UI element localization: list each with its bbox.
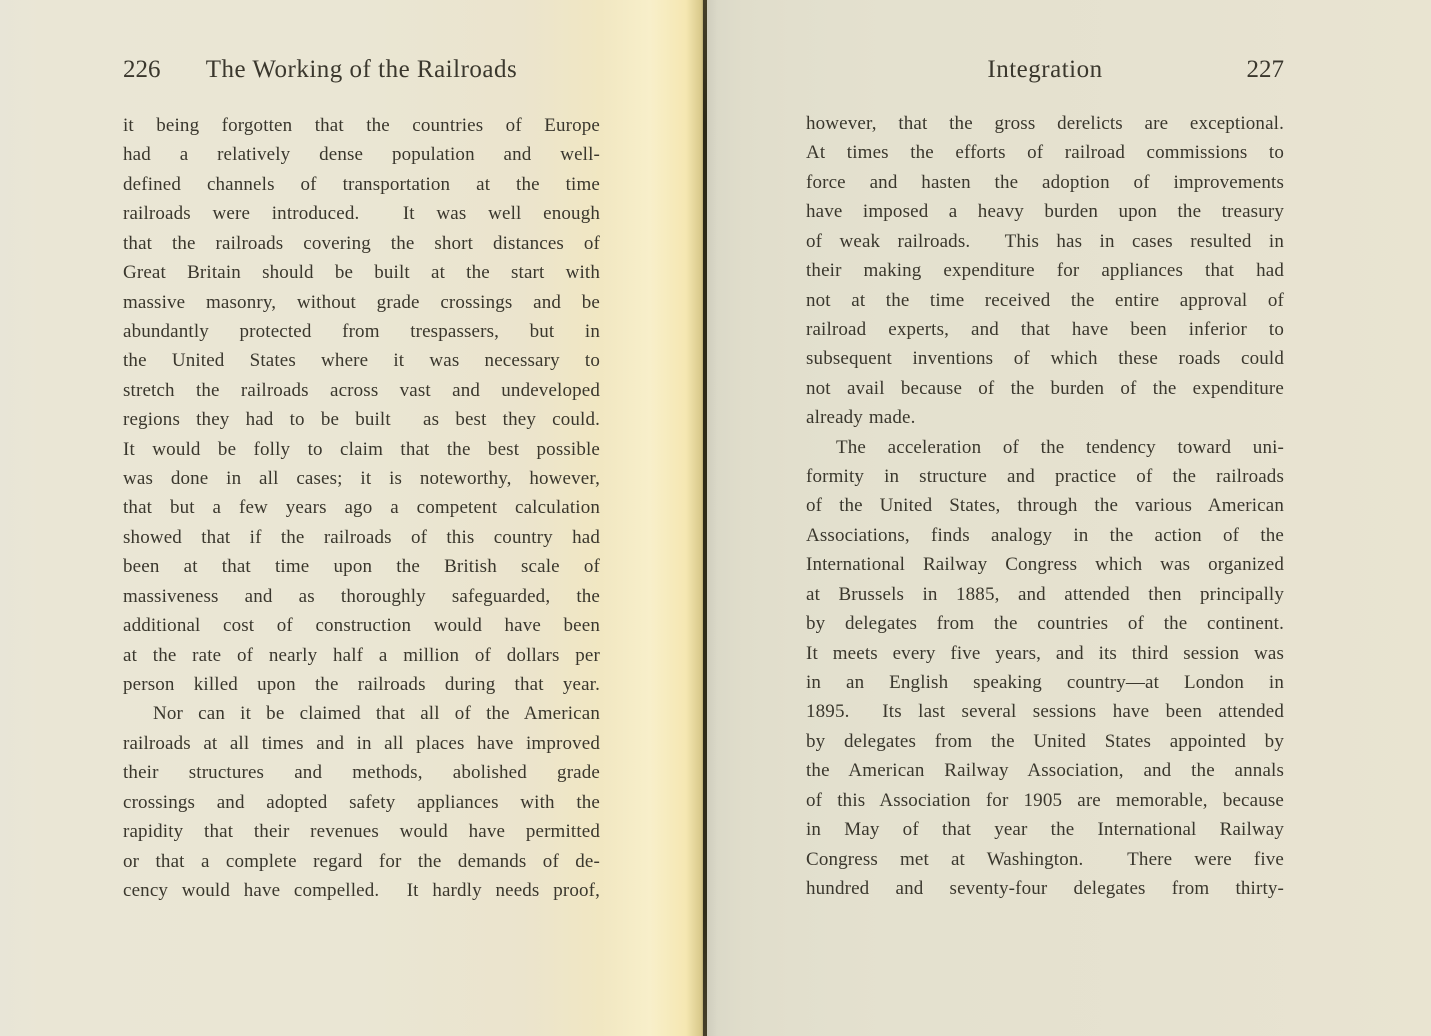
text-line: the American Railway Association, and the annals (806, 760, 1284, 782)
text-line: International Railway Congress which was organized (806, 554, 1284, 576)
text-line: It meets every five years, and its third session was (806, 642, 1284, 664)
book-gutter-shadow (703, 0, 707, 1036)
text-line: the United States where it was necessary to (123, 350, 600, 372)
text-line: massive masonry, without grade crossings and be (123, 291, 600, 313)
text-line: however, that the gross derelicts are exceptional. (806, 113, 1284, 134)
left-page-text (123, 111, 600, 905)
text-line: that but a few years ago a competent calculation (123, 497, 600, 519)
right-page-number: 227 (1246, 56, 1284, 83)
text-line: rapidity that their revenues would have permitted (123, 821, 600, 843)
text-line: at the rate of nearly half a million of dollars per (123, 644, 600, 666)
text-line: person killed upon the railroads during that year. (123, 674, 600, 696)
text-line: not at the time received the entire approval of (806, 289, 1284, 311)
text-line: regions they had to be built as best they could. (123, 409, 600, 431)
text-line: railroads were introduced. It was well enough (123, 203, 600, 225)
text-line: in May of that year the International Railway (806, 819, 1284, 841)
text-line: had a relatively dense population and well- (123, 144, 600, 166)
text-line: crossings and adopted safety appliances with the (123, 791, 600, 813)
text-line: hundred and seventy-four delegates from thirty- (806, 877, 1284, 899)
right-page-text (806, 109, 1284, 903)
text-line: of weak railroads. This has in cases resulted in (806, 230, 1284, 252)
text-line: it being forgotten that the countries of Europe (123, 115, 600, 136)
text-line: Nor can it be claimed that all of the American (153, 703, 600, 725)
text-line: was done in all cases; it is noteworthy, however, (123, 468, 600, 490)
text-line: subsequent inventions of which these roads could (806, 348, 1284, 370)
text-line: Great Britain should be built at the start with (123, 262, 600, 284)
text-line: additional cost of construction would have been (123, 615, 600, 637)
text-line: massiveness and as thoroughly safeguarded, the (123, 585, 600, 607)
text-line: 1895. Its last several sessions have been attended (806, 701, 1284, 723)
text-line: been at that time upon the British scale of (123, 556, 600, 578)
text-line: already made. (806, 407, 916, 429)
right-running-head (806, 54, 1284, 86)
left-running-title: The Working of the Railroads (205, 56, 518, 83)
text-line: formity in structure and practice of the railroads (806, 466, 1284, 488)
text-line: Congress met at Washington. There were five (806, 848, 1284, 870)
text-line: of this Association for 1905 are memorable, because (806, 789, 1284, 811)
text-line: or that a complete regard for the demands of de- (123, 850, 600, 872)
text-line: cency would have compelled. It hardly needs proof, (123, 879, 600, 901)
text-line: by delegates from the United States appointed by (806, 730, 1284, 752)
text-line: have imposed a heavy burden upon the treasury (806, 201, 1284, 223)
text-line: force and hasten the adoption of improvements (806, 171, 1284, 193)
left-running-head (123, 54, 600, 86)
text-line: railroads at all times and in all places have improved (123, 732, 600, 754)
right-running-title: Integration (987, 56, 1103, 83)
text-line: abundantly protected from trespassers, but in (123, 320, 600, 342)
text-line: At times the efforts of railroad commissions to (806, 142, 1284, 164)
text-line: defined channels of transportation at the time (123, 173, 600, 195)
text-line: It would be folly to claim that the best possible (123, 438, 600, 460)
text-line: railroad experts, and that have been inferior to (806, 318, 1284, 340)
text-line: their making expenditure for appliances that had (806, 260, 1284, 282)
text-line: The acceleration of the tendency toward uni- (836, 436, 1284, 458)
text-line: in an English speaking country—at London in (806, 672, 1284, 694)
text-line: at Brussels in 1885, and attended then principally (806, 583, 1284, 605)
text-line: Associations, finds analogy in the action of the (806, 524, 1284, 546)
text-line: that the railroads covering the short distances of (123, 232, 600, 254)
text-line: their structures and methods, abolished grade (123, 762, 600, 784)
text-line: of the United States, through the various American (806, 495, 1284, 517)
left-page-number: 226 (123, 56, 161, 83)
text-line: showed that if the railroads of this country had (123, 526, 600, 548)
text-line: not avail because of the burden of the expenditure (806, 377, 1284, 399)
text-line: by delegates from the countries of the continent. (806, 613, 1284, 635)
text-line: stretch the railroads across vast and undeveloped (123, 379, 600, 401)
